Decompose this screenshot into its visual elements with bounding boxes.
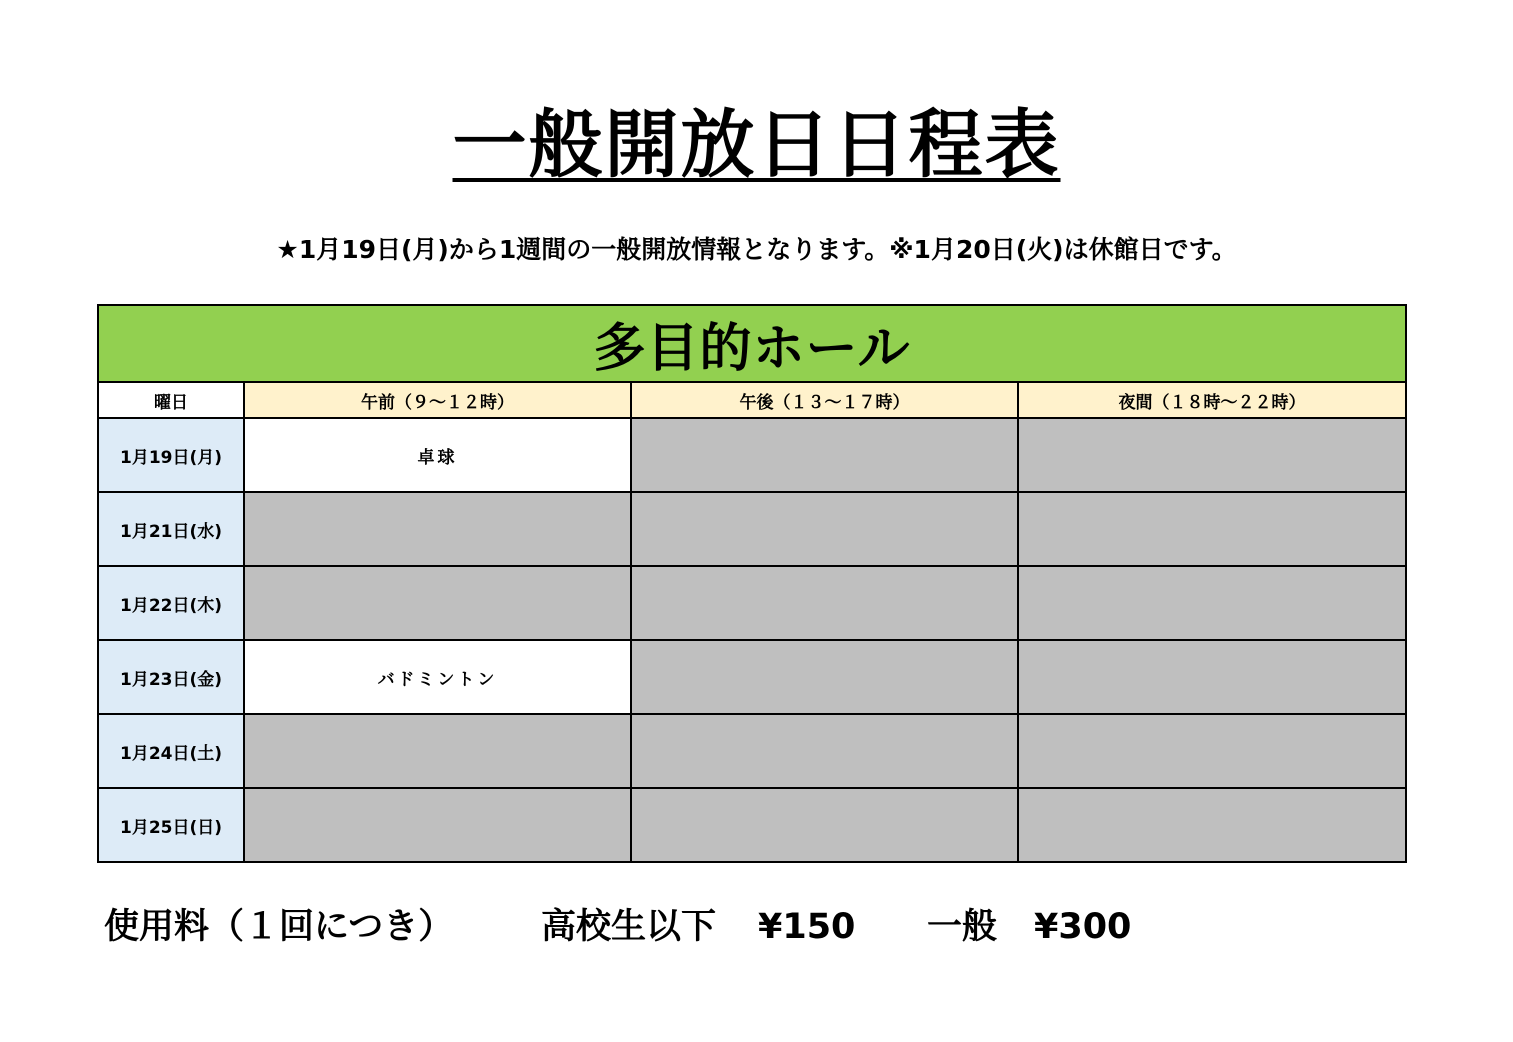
- table-row: [98, 566, 1406, 640]
- page-title-text: 一般開放日日程表: [452, 102, 1061, 188]
- schedule-table: [97, 304, 1407, 863]
- header-day: 曜日: [98, 382, 244, 418]
- fee-student-label: 高校生以下: [541, 907, 717, 947]
- slot-morning: [244, 566, 631, 640]
- notice-text: ★1月19日(月)から1週間の一般開放情報となります。※1月20日(火)は休館日です。: [276, 235, 1237, 264]
- day-cell: 1月25日(日): [98, 788, 244, 862]
- slot-morning: 卓球: [244, 418, 631, 492]
- day-cell: 1月23日(金): [98, 640, 244, 714]
- fee-general-label: 一般: [927, 907, 998, 947]
- day-cell: 1月19日(月): [98, 418, 244, 492]
- slot-morning: [244, 492, 631, 566]
- slot-morning: [244, 714, 631, 788]
- slot-afternoon: [631, 566, 1018, 640]
- slot-evening: [1018, 640, 1406, 714]
- table-row: [98, 418, 1406, 492]
- table-row: [98, 714, 1406, 788]
- slot-evening: [1018, 418, 1406, 492]
- slot-evening: [1018, 566, 1406, 640]
- slot-morning: バドミントン: [244, 640, 631, 714]
- table-row: [98, 492, 1406, 566]
- page-title: [0, 100, 1513, 190]
- slot-afternoon: [631, 788, 1018, 862]
- day-cell: 1月22日(木): [98, 566, 244, 640]
- day-cell: 1月21日(水): [98, 492, 244, 566]
- slot-evening: [1018, 492, 1406, 566]
- table-row: [98, 640, 1406, 714]
- header-morning: 午前（９～１２時）: [244, 382, 631, 418]
- hall-name: 多目的ホール: [98, 305, 1406, 382]
- day-cell: 1月24日(土): [98, 714, 244, 788]
- hall-row: [98, 305, 1406, 382]
- slot-evening: [1018, 788, 1406, 862]
- slot-morning: [244, 788, 631, 862]
- header-afternoon: 午後（１３～１７時）: [631, 382, 1018, 418]
- slot-afternoon: [631, 640, 1018, 714]
- header-row: [98, 382, 1406, 418]
- table-row: [98, 788, 1406, 862]
- slot-evening: [1018, 714, 1406, 788]
- slot-afternoon: [631, 418, 1018, 492]
- fee-label: 使用料（１回につき）: [104, 907, 454, 947]
- slot-afternoon: [631, 492, 1018, 566]
- header-evening: 夜間（１８時～２２時）: [1018, 382, 1406, 418]
- fee-general-price: ¥300: [1034, 907, 1132, 947]
- slot-afternoon: [631, 714, 1018, 788]
- fee-student-price: ¥150: [758, 907, 856, 947]
